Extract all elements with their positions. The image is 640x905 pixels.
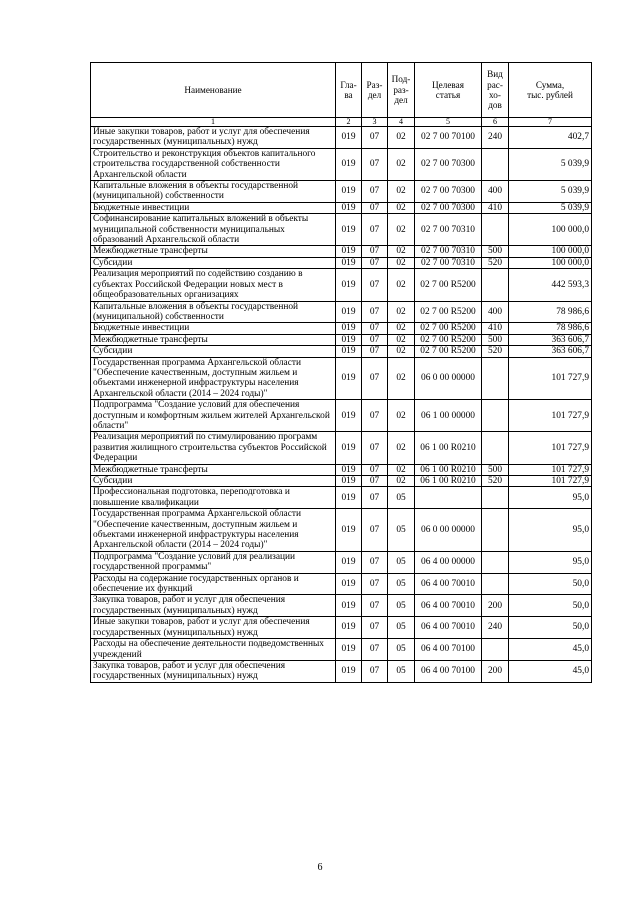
cell-razdel: 07 [362,181,388,203]
cell-vid [482,639,509,661]
table-row [91,400,592,432]
cell-target [415,487,482,509]
cell-vid: 400 [482,301,509,323]
cell-vid: 240 [482,127,509,149]
cell-vid [482,573,509,595]
cell-sum: 50,0 [509,573,592,595]
header-row [91,63,592,118]
cell-glava: 019 [336,246,362,257]
cell-name: Закупка товаров, работ и услуг для обеспечения государственных (муниципальных) нужд [91,660,336,682]
cell-razdel: 07 [362,509,388,552]
cell-sum: 45,0 [509,660,592,682]
table-row [91,639,592,661]
cell-podrazdel: 02 [388,301,415,323]
cell-podrazdel: 05 [388,487,415,509]
cell-glava: 019 [336,660,362,682]
cell-sum: 101 727,9 [509,400,592,432]
cell-name: Иные закупки товаров, работ и услуг для обеспечения государственных (муниципальных) нужд [91,127,336,149]
cell-vid: 500 [482,334,509,345]
cell-target: 02 7 00 70300 [415,202,482,213]
cell-sum: 101 727,9 [509,357,592,400]
cell-name: Межбюджетные трансферты [91,334,336,345]
table-row [91,573,592,595]
cell-razdel: 07 [362,617,388,639]
cell-razdel: 07 [362,148,388,180]
cell-podrazdel: 05 [388,660,415,682]
cell-vid [482,551,509,573]
cell-name: Субсидии [91,257,336,268]
table-row [91,660,592,682]
cell-sum: 363 606,7 [509,334,592,345]
cell-target: 02 7 00 R5200 [415,334,482,345]
cell-sum: 78 986,6 [509,301,592,323]
table-row [91,464,592,475]
table-row [91,617,592,639]
cell-target: 02 7 00 70100 [415,127,482,149]
cell-vid [482,148,509,180]
cell-sum: 5 039,9 [509,181,592,203]
cell-razdel: 07 [362,660,388,682]
table-row [91,181,592,203]
cell-vid: 520 [482,257,509,268]
cell-name: Закупка товаров, работ и услуг для обеспечения государственных (муниципальных) нужд [91,595,336,617]
cell-vid [482,400,509,432]
cell-target: 06 4 00 00000 [415,551,482,573]
cell-sum: 100 000,0 [509,257,592,268]
cell-vid: 520 [482,346,509,357]
table-row [91,509,592,552]
table-row [91,334,592,345]
cell-name: Реализация мероприятий по содействию созданию в субъектах Российской Федерации новых мест в общеобразовательных организациях [91,269,336,301]
header-razdel: Раз- дел [362,63,388,118]
cell-name: Бюджетные инвестиции [91,202,336,213]
cell-sum: 100 000,0 [509,246,592,257]
cell-sum: 101 727,9 [509,432,592,464]
cell-vid: 500 [482,464,509,475]
table-row [91,269,592,301]
cell-podrazdel: 02 [388,214,415,246]
cell-target: 02 7 00 70310 [415,214,482,246]
cell-glava: 019 [336,639,362,661]
column-number: 3 [362,118,388,127]
cell-podrazdel: 05 [388,595,415,617]
cell-sum: 101 727,9 [509,464,592,475]
cell-podrazdel: 05 [388,617,415,639]
cell-glava: 019 [336,595,362,617]
cell-glava: 019 [336,617,362,639]
cell-podrazdel: 02 [388,257,415,268]
cell-vid: 410 [482,323,509,334]
cell-podrazdel: 02 [388,181,415,203]
table-row [91,257,592,268]
cell-target: 06 4 00 70010 [415,617,482,639]
cell-name: Иные закупки товаров, работ и услуг для обеспечения государственных (муниципальных) нужд [91,617,336,639]
cell-target: 02 7 00 R5200 [415,269,482,301]
column-number: 6 [482,118,509,127]
cell-glava: 019 [336,301,362,323]
header-vid: Вид рас- хо- дов [482,63,509,118]
cell-target: 06 4 00 70010 [415,595,482,617]
cell-razdel: 07 [362,202,388,213]
cell-name: Государственная программа Архангельской области "Обеспечение качественным, доступным жильем и объектами инженерной инфраструктуры населения Архангельской области (2014 – 2024 годы)" [91,357,336,400]
cell-podrazdel: 02 [388,432,415,464]
cell-name: Бюджетные инвестиции [91,323,336,334]
column-number: 5 [415,118,482,127]
cell-glava: 019 [336,323,362,334]
cell-sum: 402,7 [509,127,592,149]
page-number: 6 [317,862,323,873]
table-row [91,148,592,180]
cell-vid [482,357,509,400]
cell-podrazdel: 02 [388,246,415,257]
cell-name: Субсидии [91,346,336,357]
cell-glava: 019 [336,257,362,268]
cell-name: Подпрограмма "Создание условий для обеспечения доступным и комфортным жильем жителей Архангельской области" [91,400,336,432]
cell-glava: 019 [336,202,362,213]
cell-razdel: 07 [362,573,388,595]
cell-podrazdel: 02 [388,464,415,475]
cell-name: Капитальные вложения в объекты государственной (муниципальной) собственности [91,301,336,323]
cell-podrazdel: 02 [388,148,415,180]
cell-target: 02 7 00 R5200 [415,301,482,323]
cell-glava: 019 [336,346,362,357]
cell-glava: 019 [336,464,362,475]
cell-vid [482,487,509,509]
table-body [91,127,592,683]
cell-podrazdel: 02 [388,269,415,301]
cell-glava: 019 [336,269,362,301]
header-podrazdel: Под- раз- дел [388,63,415,118]
cell-razdel: 07 [362,595,388,617]
cell-razdel: 07 [362,487,388,509]
cell-vid: 400 [482,181,509,203]
cell-target: 06 0 00 00000 [415,509,482,552]
cell-razdel: 07 [362,246,388,257]
cell-razdel: 07 [362,257,388,268]
cell-name: Расходы на содержание государственных органов и обеспечение их функций [91,573,336,595]
table-row [91,357,592,400]
cell-glava: 019 [336,432,362,464]
cell-podrazdel: 05 [388,573,415,595]
cell-vid [482,269,509,301]
cell-sum: 95,0 [509,551,592,573]
cell-glava: 019 [336,148,362,180]
cell-sum: 78 986,6 [509,323,592,334]
cell-sum: 5 039,9 [509,202,592,213]
cell-glava: 019 [336,551,362,573]
cell-podrazdel: 02 [388,323,415,334]
cell-target: 06 1 00 00000 [415,400,482,432]
cell-glava: 019 [336,476,362,487]
cell-podrazdel: 02 [388,400,415,432]
cell-name: Межбюджетные трансферты [91,464,336,475]
cell-target: 06 1 00 R0210 [415,476,482,487]
cell-vid [482,509,509,552]
header-name: Наименование [91,63,336,118]
header-sum: Сумма, тыс. рублей [509,63,592,118]
column-number: 2 [336,118,362,127]
cell-name: Государственная программа Архангельской области "Обеспечение качественным, доступным жильем и объектами инженерной инфраструктуры населения Архангельской области (2014 – 2024 годы)" [91,509,336,552]
column-number-row [91,118,592,127]
cell-name: Капитальные вложения в объекты государственной (муниципальной) собственности [91,181,336,203]
cell-target: 06 4 00 70100 [415,639,482,661]
table-row [91,214,592,246]
cell-target: 06 4 00 70010 [415,573,482,595]
budget-table [90,62,592,683]
cell-name: Расходы на обеспечение деятельности подведомственных учреждений [91,639,336,661]
header-glava: Гла- ва [336,63,362,118]
cell-target: 02 7 00 R5200 [415,346,482,357]
cell-razdel: 07 [362,346,388,357]
cell-name: Реализация мероприятий по стимулированию программ развития жилищного строительства субъектов Российской Федерации [91,432,336,464]
cell-name: Субсидии [91,476,336,487]
cell-sum: 50,0 [509,617,592,639]
cell-podrazdel: 05 [388,551,415,573]
cell-vid: 410 [482,202,509,213]
cell-razdel: 07 [362,214,388,246]
cell-target: 02 7 00 70300 [415,181,482,203]
header-target: Целевая статья [415,63,482,118]
cell-razdel: 07 [362,357,388,400]
cell-vid: 200 [482,660,509,682]
cell-glava: 019 [336,573,362,595]
cell-podrazdel: 02 [388,346,415,357]
table-row [91,346,592,357]
cell-vid [482,432,509,464]
cell-vid: 520 [482,476,509,487]
cell-razdel: 07 [362,301,388,323]
table-row [91,595,592,617]
cell-sum: 45,0 [509,639,592,661]
table-row [91,432,592,464]
cell-sum: 442 593,3 [509,269,592,301]
cell-glava: 019 [336,214,362,246]
column-number: 7 [509,118,592,127]
cell-sum: 95,0 [509,509,592,552]
table-row [91,301,592,323]
table-row [91,487,592,509]
column-number: 4 [388,118,415,127]
cell-target: 02 7 00 70310 [415,257,482,268]
cell-vid: 240 [482,617,509,639]
cell-sum: 5 039,9 [509,148,592,180]
table-row [91,551,592,573]
cell-razdel: 07 [362,432,388,464]
cell-sum: 100 000,0 [509,214,592,246]
cell-razdel: 07 [362,476,388,487]
cell-glava: 019 [336,400,362,432]
cell-name: Подпрограмма "Создание условий для реализации государственной программы" [91,551,336,573]
cell-glava: 019 [336,357,362,400]
cell-razdel: 07 [362,639,388,661]
cell-glava: 019 [336,127,362,149]
cell-podrazdel: 02 [388,202,415,213]
cell-target: 02 7 00 R5200 [415,323,482,334]
cell-name: Профессиональная подготовка, переподготовка и повышение квалификации [91,487,336,509]
table-row [91,127,592,149]
table-row [91,202,592,213]
table-row [91,246,592,257]
cell-target: 02 7 00 70310 [415,246,482,257]
cell-target: 02 7 00 70300 [415,148,482,180]
cell-sum: 101 727,9 [509,476,592,487]
cell-name: Межбюджетные трансферты [91,246,336,257]
cell-glava: 019 [336,334,362,345]
cell-podrazdel: 02 [388,357,415,400]
cell-podrazdel: 02 [388,476,415,487]
cell-podrazdel: 02 [388,127,415,149]
cell-glava: 019 [336,487,362,509]
cell-razdel: 07 [362,400,388,432]
column-number: 1 [91,118,336,127]
cell-razdel: 07 [362,269,388,301]
cell-target: 06 1 00 R0210 [415,432,482,464]
cell-glava: 019 [336,509,362,552]
cell-target: 06 1 00 R0210 [415,464,482,475]
table-row [91,476,592,487]
cell-target: 06 4 00 70100 [415,660,482,682]
cell-razdel: 07 [362,334,388,345]
cell-vid [482,214,509,246]
cell-razdel: 07 [362,551,388,573]
cell-razdel: 07 [362,127,388,149]
table-row [91,323,592,334]
cell-razdel: 07 [362,323,388,334]
cell-sum: 50,0 [509,595,592,617]
cell-name: Софинансирование капитальных вложений в объекты муниципальной собственности муниципальных образований Архангельской области [91,214,336,246]
cell-sum: 95,0 [509,487,592,509]
cell-podrazdel: 05 [388,639,415,661]
cell-podrazdel: 05 [388,509,415,552]
cell-sum: 363 606,7 [509,346,592,357]
cell-razdel: 07 [362,464,388,475]
cell-target: 06 0 00 00000 [415,357,482,400]
cell-glava: 019 [336,181,362,203]
cell-name: Строительство и реконструкция объектов капитального строительства государственной собственности Архангельской области [91,148,336,180]
cell-podrazdel: 02 [388,334,415,345]
cell-vid: 200 [482,595,509,617]
cell-vid: 500 [482,246,509,257]
